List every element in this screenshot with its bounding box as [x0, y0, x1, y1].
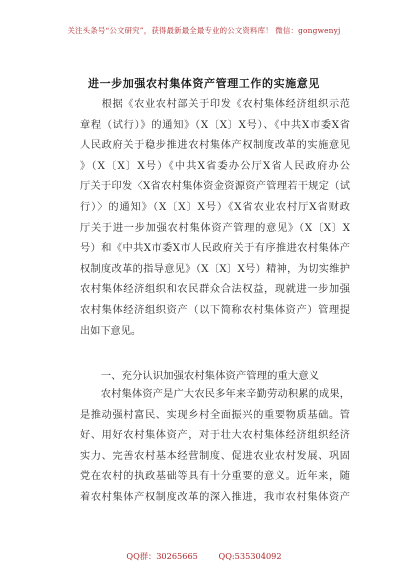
text-line: 好、用好农村集体资产，对于壮大农村集体经济组织经济: [80, 430, 350, 442]
text-line: 是推动强村富民、实现乡村全面振兴的重要物质基础。管: [80, 409, 350, 421]
text-line: 党在农村的执政基础等具有十分重要的意义。近年来，随: [80, 471, 350, 483]
text-line: 》（X〔X〕X号）《中共X省委办公厅X省人民政府办公: [80, 160, 350, 172]
text-line: 行）〉的通知》（X〔X〕X号）《X省农业农村厅X省财政: [80, 201, 350, 213]
text-line: 农村集体资产是广大农民多年来辛勤劳动积累的成果，: [80, 389, 350, 400]
text-line: 着农村集体产权制度改革的深入推进，我市农村集体资产: [80, 491, 350, 503]
paragraph-intro: [80, 95, 350, 342]
text-line: 号）和《中共X市委X市人民政府关于有序推进农村集体产: [80, 243, 350, 255]
paragraph-significance: [80, 385, 350, 509]
document-title: 进一步加强农村集体资产管理工作的实施意见: [88, 77, 320, 90]
header-banner: 关注头条号“公文研究”，获得最新最全最专业的公文资料库！ 微信：gongwenyj: [67, 26, 341, 35]
text-line: 根据《农业农村部关于印发《农村集体经济组织示范: [80, 99, 350, 110]
text-line: 人民政府关于稳步推进农村集体产权制度改革的实施意见: [80, 140, 350, 152]
section-heading-1: 一、充分认识加强农村集体资产管理的重大意义: [80, 370, 319, 382]
text-line: 农村集体经济组织资产（以下简称农村集体资产）管理提: [80, 304, 350, 316]
footer-qq-group: QQ群：30265665: [126, 551, 198, 561]
text-line: 厅关于印发〈X省农村集体资金资源资产管理若干规定（试: [80, 181, 350, 193]
text-line: 出如下意见。: [80, 325, 142, 337]
text-line: 农村集体经济组织和农民群众合法权益，现就进一步加强: [80, 284, 350, 296]
footer-contacts: [0, 551, 408, 562]
text-line: 实力、完善农村基本经营制度、促进农业农村发展、巩固: [80, 450, 350, 462]
footer-qq-contact: QQ:535304092: [218, 551, 282, 561]
text-line: 厅关于进一步加强农村集体资产管理的意见》（X〔X〕X: [80, 222, 350, 234]
text-line: 章程（试行）》的通知》（X〔X〕X号）、《中共X市委X省: [80, 119, 350, 131]
text-line: 权制度改革的指导意见》（X〔X〕X号）精神，为切实维护: [80, 263, 350, 275]
